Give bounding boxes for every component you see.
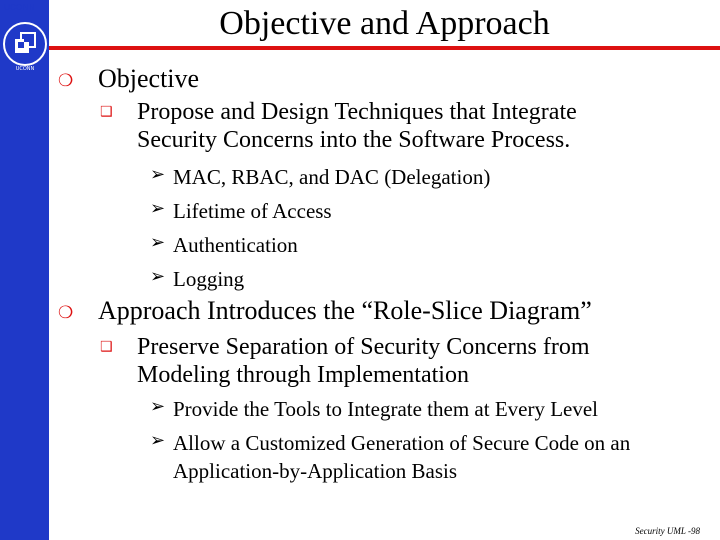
objective-subpoint-cont: Security Concerns into the Software Process. <box>137 127 571 153</box>
circle-bullet-icon: ❍ <box>58 303 74 323</box>
arrow-bullet-icon: ➢ <box>150 198 166 219</box>
approach-heading: Approach Introduces the “Role-Slice Diagram” <box>98 296 592 325</box>
uconn-label: UCONN <box>4 3 35 12</box>
arrow-bullet-icon: ➢ <box>150 232 166 253</box>
slide-footer: Security UML -98 <box>635 526 700 536</box>
approach-item: Provide the Tools to Integrate them at Every Level <box>173 397 599 421</box>
objective-subpoint: Propose and Design Techniques that Integrate <box>137 99 577 125</box>
arrow-bullet-icon: ➢ <box>150 396 166 417</box>
university-seal-icon <box>2 14 48 76</box>
sidebar <box>0 0 49 540</box>
circle-bullet-icon: ❍ <box>58 71 74 91</box>
title-rule <box>49 46 720 50</box>
approach-subpoint: Preserve Separation of Security Concerns from <box>137 334 590 360</box>
objective-item: Lifetime of Access <box>173 199 332 223</box>
objective-item: Logging <box>173 267 245 291</box>
slide-title: Objective and Approach <box>219 5 550 42</box>
arrow-bullet-icon: ➢ <box>150 430 166 451</box>
square-bullet-icon: ❑ <box>100 104 113 120</box>
approach-subpoint-cont: Modeling through Implementation <box>137 362 469 388</box>
arrow-bullet-icon: ➢ <box>150 164 166 185</box>
objective-item: Authentication <box>173 233 298 257</box>
objective-item: MAC, RBAC, and DAC (Delegation) <box>173 165 491 189</box>
objective-heading: Objective <box>98 64 200 93</box>
approach-item-cont: Application-by-Application Basis <box>173 459 458 483</box>
seal-text: UCONN <box>15 66 35 72</box>
square-bullet-icon: ❑ <box>100 339 113 355</box>
arrow-bullet-icon: ➢ <box>150 266 166 287</box>
approach-item: Allow a Customized Generation of Secure Code on an <box>173 431 631 455</box>
